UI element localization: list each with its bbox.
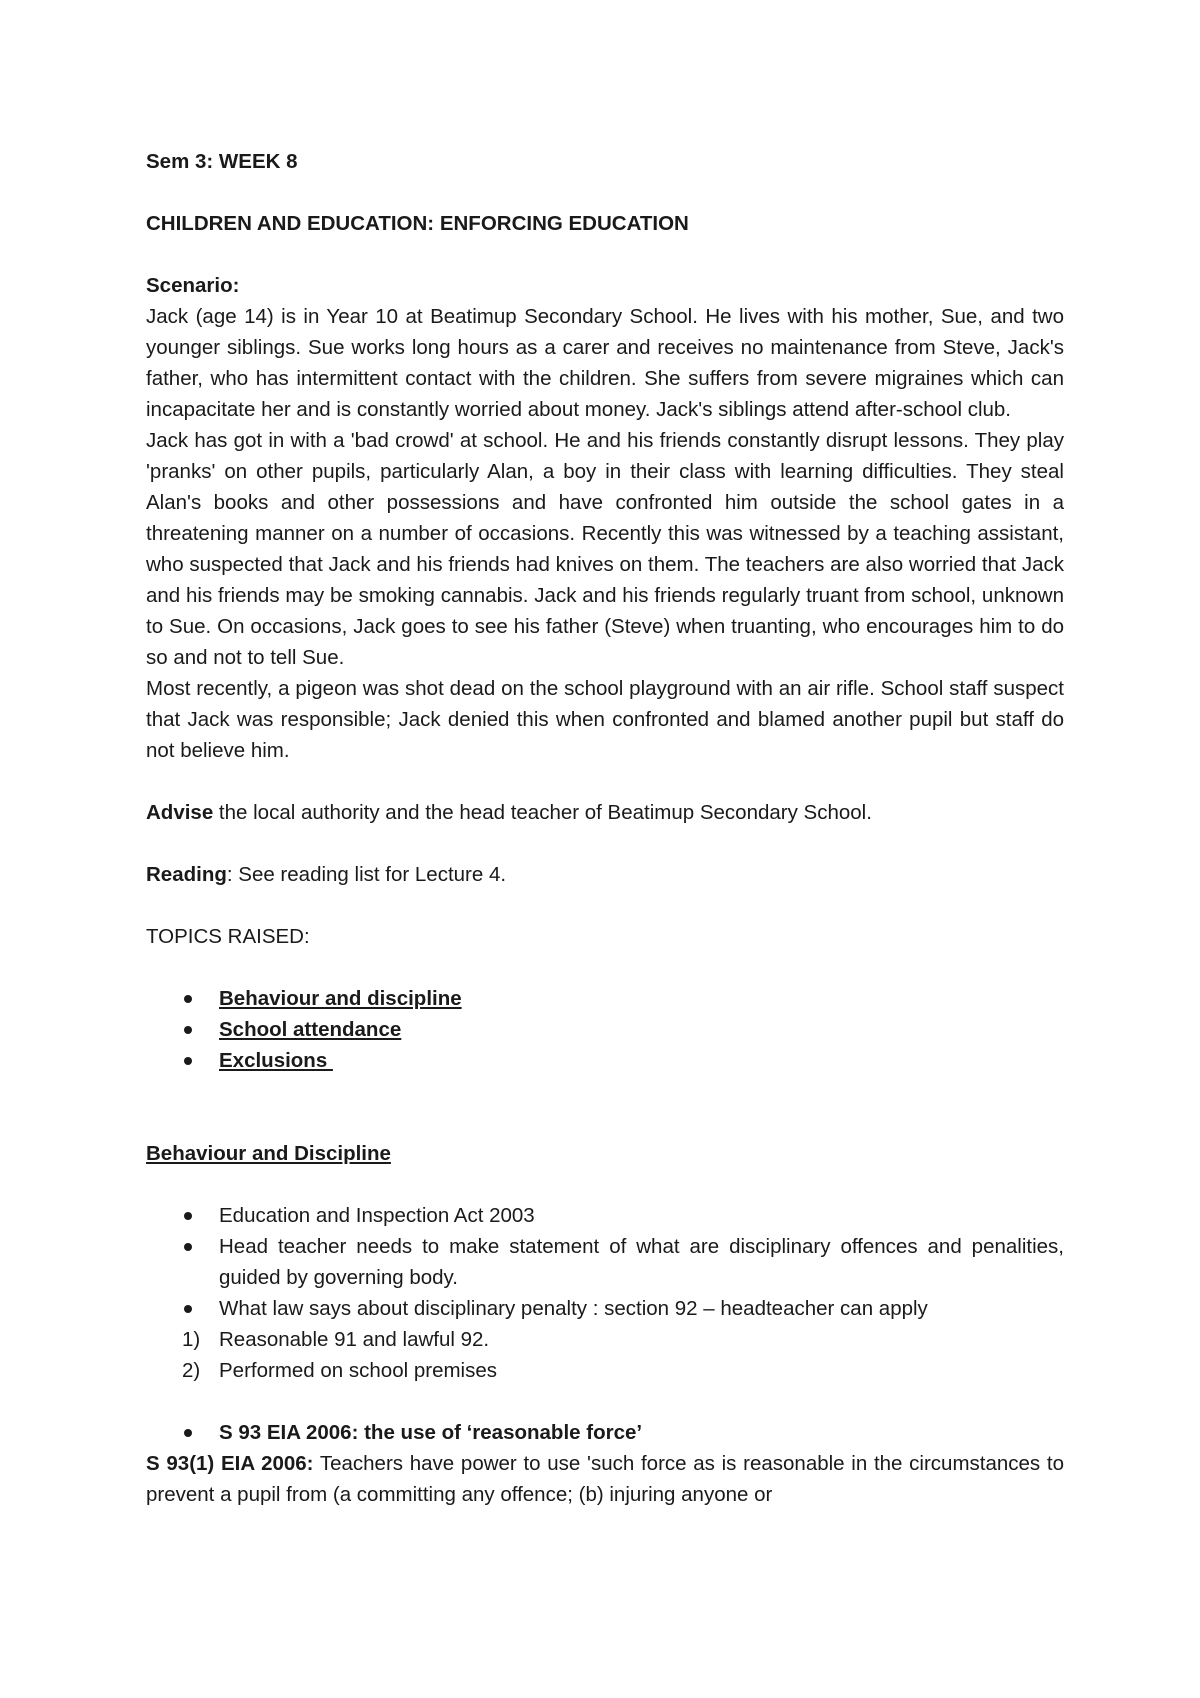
list-item bbox=[146, 1014, 1064, 1045]
behaviour-bullet-text: Education and Inspection Act 2003 bbox=[219, 1204, 535, 1227]
list-item bbox=[146, 1324, 1064, 1355]
numbered-text: Performed on school premises bbox=[219, 1359, 498, 1382]
force-bullet-text: S 93 EIA 2006: the use of ‘reasonable force’ bbox=[219, 1421, 643, 1444]
scenario-paragraph-3: Most recently, a pigeon was shot dead on the school playground with an air rifle. School staff suspect that Jack was responsible; Jack denied this when confronted and blamed another pupil but staff do not believe him. bbox=[146, 677, 1064, 762]
bullet-icon bbox=[184, 1243, 192, 1251]
advise-label: Advise bbox=[146, 801, 214, 824]
list-item bbox=[146, 1045, 1064, 1076]
behaviour-bullet-text: What law says about disciplinary penalty : section 92 – headteacher can apply bbox=[219, 1297, 928, 1320]
force-bullet-list bbox=[146, 1417, 1064, 1448]
s93-paragraph bbox=[146, 1448, 1064, 1510]
bullet-icon bbox=[184, 1212, 192, 1220]
list-item bbox=[146, 1200, 1064, 1231]
bullet-icon bbox=[184, 995, 192, 1003]
document-title: CHILDREN AND EDUCATION: ENFORCING EDUCATION bbox=[146, 212, 689, 235]
s93-text: Teachers have power to use 'such force as is reasonable in the circumstances to prevent a pupil from (a committing any offence; (b) injuring anyone or bbox=[146, 1452, 1064, 1506]
advise-line bbox=[146, 797, 1064, 828]
topics-list bbox=[146, 983, 1064, 1076]
list-item bbox=[146, 983, 1064, 1014]
list-item bbox=[146, 1417, 1064, 1448]
bullet-icon bbox=[184, 1026, 192, 1034]
list-number: 2) bbox=[182, 1359, 201, 1382]
scenario-paragraph-1: Jack (age 14) is in Year 10 at Beatimup Secondary School. He lives with his mother, Sue, and two younger siblings. Sue works long hours as a carer and receives no maintenance from Steve, Jack's father, who has intermittent contact with the children. She suffers from severe migraines which can incapacitate her and is constantly worried about money. Jack's siblings attend after-school club. bbox=[146, 305, 1064, 421]
numbered-text: Reasonable 91 and lawful 92. bbox=[219, 1328, 490, 1351]
behaviour-numbered-list bbox=[146, 1324, 1064, 1386]
reading-line bbox=[146, 859, 1064, 890]
week-label: Sem 3: WEEK 8 bbox=[146, 150, 298, 173]
topic-exclusions: Exclusions bbox=[219, 1049, 333, 1072]
list-item bbox=[146, 1231, 1064, 1293]
topics-heading: TOPICS RAISED: bbox=[146, 925, 310, 948]
behaviour-heading: Behaviour and Discipline bbox=[146, 1142, 391, 1165]
behaviour-bullet-text: Head teacher needs to make statement of what are disciplinary offences and penalities, guided by governing body. bbox=[219, 1235, 1064, 1289]
scenario-label: Scenario: bbox=[146, 274, 240, 297]
topic-attendance: School attendance bbox=[219, 1018, 402, 1041]
behaviour-bullets bbox=[146, 1200, 1064, 1324]
reading-label: Reading bbox=[146, 863, 227, 886]
scenario-paragraph-2: Jack has got in with a 'bad crowd' at school. He and his friends constantly disrupt lessons. They play 'pranks' on other pupils, particularly Alan, a boy in their class with learning difficulties. They steal Alan's books and other possessions and have confronted him outside the school gates in a threatening manner on a number of occasions. Recently this was witnessed by a teaching assistant, who suspected that Jack and his friends had knives on them. The teachers are also worried that Jack and his friends may be smoking cannabis. Jack and his friends regularly truant from school, unknown to Sue. On occasions, Jack goes to see his father (Steve) when truanting, who encourages him to do so and not to tell Sue. bbox=[146, 429, 1064, 669]
bullet-icon bbox=[184, 1429, 192, 1437]
bullet-icon bbox=[184, 1057, 192, 1065]
list-item bbox=[146, 1355, 1064, 1386]
bullet-icon bbox=[184, 1305, 192, 1313]
document-content bbox=[146, 146, 1064, 1510]
list-item bbox=[146, 1293, 1064, 1324]
list-number: 1) bbox=[182, 1328, 201, 1351]
reading-text: : See reading list for Lecture 4. bbox=[226, 863, 507, 886]
s93-label: S 93(1) EIA 2006: bbox=[146, 1452, 314, 1475]
topic-behaviour: Behaviour and discipline bbox=[219, 987, 462, 1010]
advise-text: the local authority and the head teacher of Beatimup Secondary School. bbox=[213, 801, 872, 824]
